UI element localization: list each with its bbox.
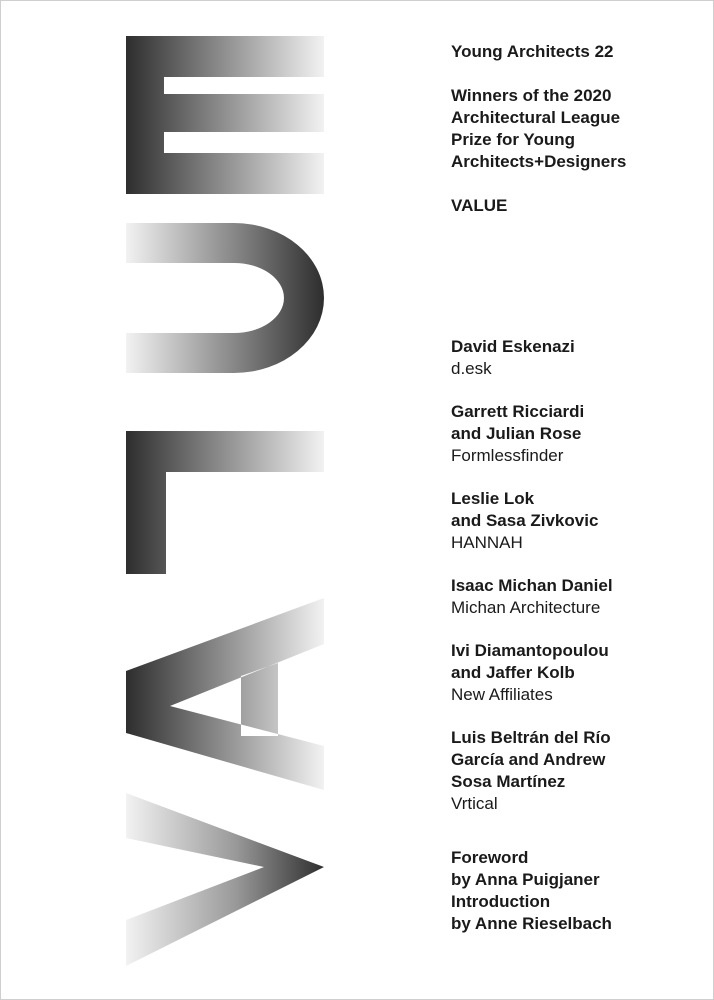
- winner-firm: Formlessfinder: [451, 446, 564, 465]
- subtitle-line: Architects+Designers: [451, 152, 627, 171]
- winner-name: Sosa Martínez: [451, 772, 566, 791]
- theme-title: VALUE: [451, 196, 508, 215]
- winner-entry: [451, 488, 706, 554]
- credit-line: Introduction: [451, 892, 551, 911]
- series-block: [451, 41, 706, 63]
- winner-name: and Sasa Zivkovic: [451, 511, 599, 530]
- letter-e-glyph: [126, 36, 324, 194]
- winner-name: Leslie Lok: [451, 489, 535, 508]
- winner-firm: d.esk: [451, 359, 492, 378]
- subtitle-line: Winners of the 2020: [451, 86, 612, 105]
- winner-entry: [451, 401, 706, 467]
- letter-l-glyph: [126, 431, 324, 574]
- letter-v-glyph: [126, 793, 324, 966]
- winner-firm: Michan Architecture: [451, 598, 601, 617]
- credits-block: [451, 847, 706, 935]
- credit-line: by Anna Puigjaner: [451, 870, 600, 889]
- winner-entry: [451, 727, 706, 815]
- winner-name: Luis Beltrán del Río: [451, 728, 611, 747]
- series-title: Young Architects 22: [451, 42, 614, 61]
- winner-name: David Eskenazi: [451, 337, 575, 356]
- credit-line: Foreword: [451, 848, 529, 867]
- winner-name: Ivi Diamantopoulou: [451, 641, 609, 660]
- theme-block: [451, 195, 706, 217]
- letter-a-glyph: [126, 598, 324, 790]
- winner-entry: [451, 640, 706, 706]
- winner-name: and Julian Rose: [451, 424, 582, 443]
- winner-name: Garrett Ricciardi: [451, 402, 585, 421]
- winner-name: and Jaffer Kolb: [451, 663, 575, 682]
- winner-firm: Vrtical: [451, 794, 498, 813]
- winner-firm: New Affiliates: [451, 685, 553, 704]
- winner-name: García and Andrew: [451, 750, 606, 769]
- subtitle-line: Architectural League: [451, 108, 621, 127]
- subtitle-block: [451, 85, 706, 173]
- winner-entry: [451, 336, 706, 380]
- letter-u-glyph: [126, 223, 324, 373]
- winner-entry: [451, 575, 706, 619]
- subtitle-line: Prize for Young: [451, 130, 576, 149]
- credit-line: by Anne Rieselbach: [451, 914, 612, 933]
- winner-firm: HANNAH: [451, 533, 523, 552]
- winner-name: Isaac Michan Daniel: [451, 576, 613, 595]
